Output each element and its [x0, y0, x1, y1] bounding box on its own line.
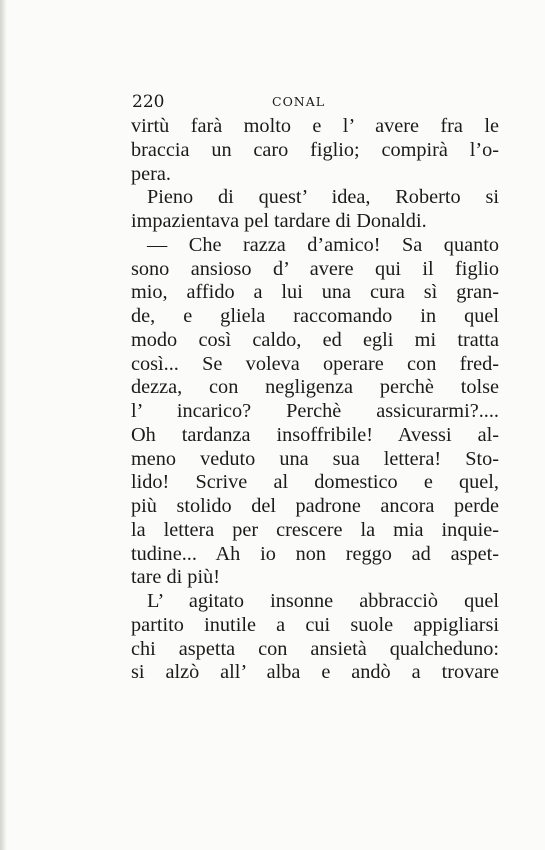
text-line: impazientava pel tardare di Donaldi. [131, 210, 427, 232]
text-line: tudine... Ah io non reggo ad aspet- [131, 542, 499, 565]
page-gutter-shadow [0, 0, 7, 850]
text-line: così... Se voleva operare con fred- [131, 352, 499, 375]
text-line: chi aspetta con ansietà qualcheduno: [131, 637, 499, 660]
text-line: Pieno di quest’ idea, Roberto si [147, 186, 499, 209]
text-line: pera. [131, 162, 171, 185]
page-header [132, 92, 342, 112]
text-line: più stolido del padrone ancora perde [131, 495, 499, 517]
text-line: virtù farà molto e l’ avere fra le [131, 115, 499, 137]
text-line: Oh tardanza insoffribile! Avessi al- [131, 423, 499, 446]
page-number: 220 [132, 92, 165, 112]
text-line: mio, affido a lui una cura sì gran- [131, 281, 499, 304]
text-line: lido! Scrive al domestico e quel, [131, 471, 499, 494]
text-line: tare di più! [131, 566, 220, 589]
text-line: dezza, con negligenza perchè tolse [131, 376, 499, 399]
text-line: meno veduto una sua lettera! Sto- [131, 447, 499, 470]
text-line: — Che razza d’amico! Sa quanto [147, 233, 499, 256]
text-line: sono ansioso d’ avere qui il figlio [131, 257, 499, 280]
running-head: CONAL [272, 94, 326, 109]
text-line: de, e gliela raccomando in quel [131, 305, 499, 327]
text-line: si alzò all’ alba e andò a trovare [131, 661, 499, 684]
text-line: braccia un caro figlio; compirà l’o- [131, 138, 499, 161]
text-line: L’ agitato insonne abbracciò quel [147, 590, 499, 612]
text-line: partito inutile a cui suole appigliarsi [131, 613, 499, 636]
text-line: modo così caldo, ed egli mi tratta [131, 328, 499, 351]
body-text [131, 115, 499, 685]
text-line: l’ incarico? Perchè assicurarmi?.... [131, 400, 499, 422]
text-line: la lettera per crescere la mia inquie- [131, 518, 499, 541]
